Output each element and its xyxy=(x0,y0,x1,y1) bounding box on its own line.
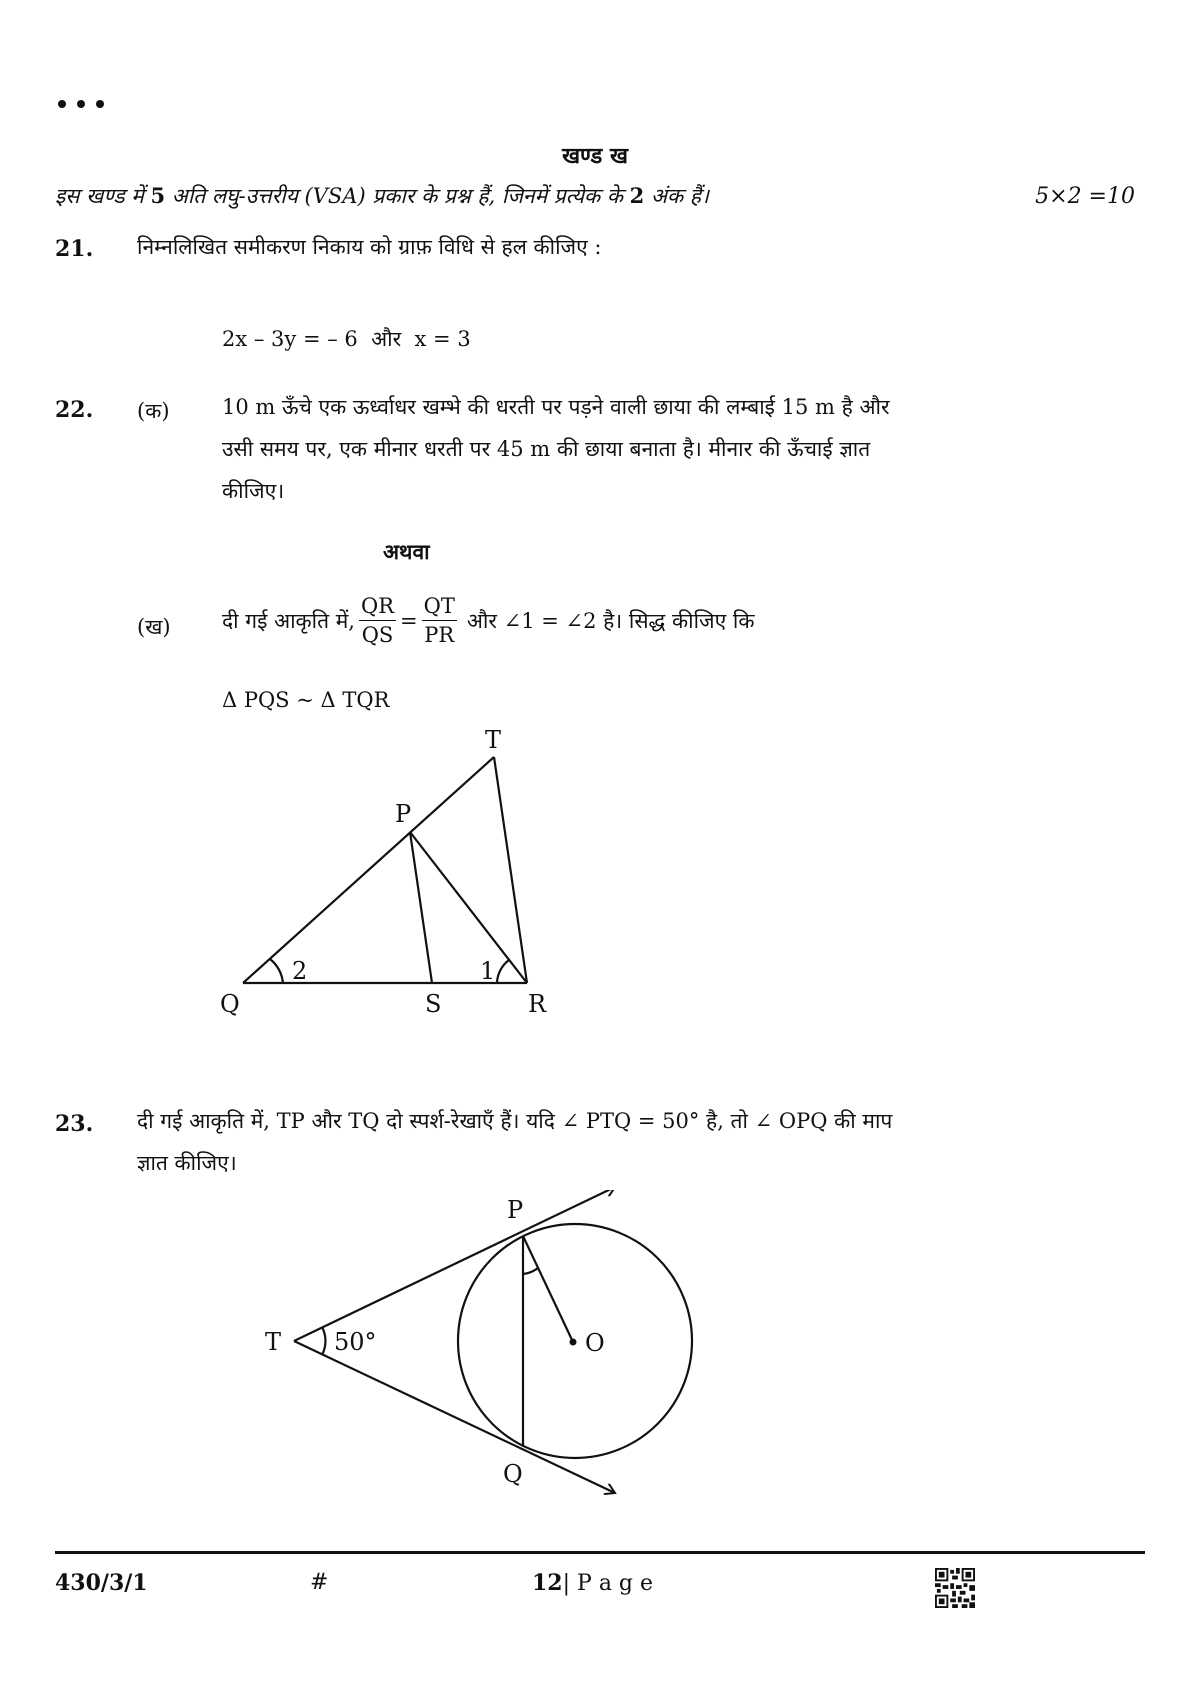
angle-label-1: 1 xyxy=(480,957,496,985)
part-label: (ख) xyxy=(137,615,171,639)
marks-each: 2 xyxy=(629,183,645,208)
label-R: R xyxy=(528,990,547,1018)
instruction-text: अति लघु-उत्तरीय (VSA) प्रकार के प्रश्न हैं, जिनमें प्रत्येक के xyxy=(165,184,630,208)
page-indicator xyxy=(532,1570,653,1596)
question-text xyxy=(222,386,890,512)
question-count: 5 xyxy=(150,183,166,208)
fraction xyxy=(422,592,457,649)
text-line: दी गई आकृति में, TP और TQ दो स्पर्श-रेखाएँ हैं। यदि ∠ PTQ = 50° है, तो ∠ OPQ की माप xyxy=(137,1109,893,1133)
denominator: PR xyxy=(424,623,455,647)
dot xyxy=(77,100,85,108)
dot xyxy=(96,100,104,108)
numerator: QT xyxy=(422,592,457,621)
paper-code: 430/3/1 xyxy=(55,1570,148,1596)
section-instruction xyxy=(55,182,709,210)
part-label: (क) xyxy=(137,399,170,423)
question-text xyxy=(137,1100,892,1184)
header-dots xyxy=(58,100,104,108)
label-O: O xyxy=(585,1329,605,1357)
question-text: निम्नलिखित समीकरण निकाय को ग्राफ़ विधि से हल कीजिए : xyxy=(137,235,602,259)
text: और ∠1 = ∠2 है। सिद्ध कीजिए कि xyxy=(466,608,755,633)
to-prove: Δ PQS ~ Δ TQR xyxy=(222,688,390,712)
section-title: खण्ड ख xyxy=(562,143,628,169)
question-number: 23. xyxy=(55,1111,94,1137)
label-Q: Q xyxy=(220,990,240,1018)
marks-total: 5×2 =10 xyxy=(1035,184,1135,209)
label-S: S xyxy=(425,990,442,1018)
text-line: 10 m ऊँचे एक ऊर्ध्वाधर खम्भे की धरती पर पड़ने वाली छाया की लम्बाई 15 m है और xyxy=(222,395,890,419)
instruction-text: इस खण्ड में xyxy=(55,184,151,208)
or-label: अथवा xyxy=(383,539,430,564)
angle-label-2: 2 xyxy=(292,957,308,985)
footer-divider xyxy=(55,1551,1145,1554)
label-P: P xyxy=(507,1196,524,1224)
label-T: T xyxy=(485,726,502,754)
question-number: 21. xyxy=(55,236,94,262)
numerator: QR xyxy=(359,592,396,621)
circle-tangent-figure xyxy=(230,1190,710,1510)
page-label: | P a g e xyxy=(562,1571,654,1596)
question-equation: 2x – 3y = – 6 और x = 3 xyxy=(222,327,471,351)
page-number: 12 xyxy=(532,1570,563,1596)
text-line: कीजिए। xyxy=(222,479,285,503)
text-line: ज्ञात कीजिए। xyxy=(137,1151,237,1175)
text-line: उसी समय पर, एक मीनार धरती पर 45 m की छाया बनाता है। मीनार की ऊँचाई ज्ञात xyxy=(222,437,871,461)
dot xyxy=(58,100,66,108)
text: दी गई आकृति में, xyxy=(222,608,355,633)
label-P: P xyxy=(395,800,412,828)
label-Q: Q xyxy=(503,1460,523,1488)
label-T: T xyxy=(265,1328,282,1356)
equals: = xyxy=(400,608,418,633)
triangle-figure xyxy=(200,720,600,1030)
instruction-text: अंक हैं। xyxy=(644,184,709,208)
angle-label-50: 50° xyxy=(334,1328,377,1356)
hash-mark: # xyxy=(310,1570,329,1595)
question-number: 22. xyxy=(55,397,94,423)
qr-code-icon xyxy=(935,1568,975,1608)
question-text xyxy=(222,592,754,649)
denominator: QS xyxy=(361,623,394,647)
fraction xyxy=(359,592,396,649)
